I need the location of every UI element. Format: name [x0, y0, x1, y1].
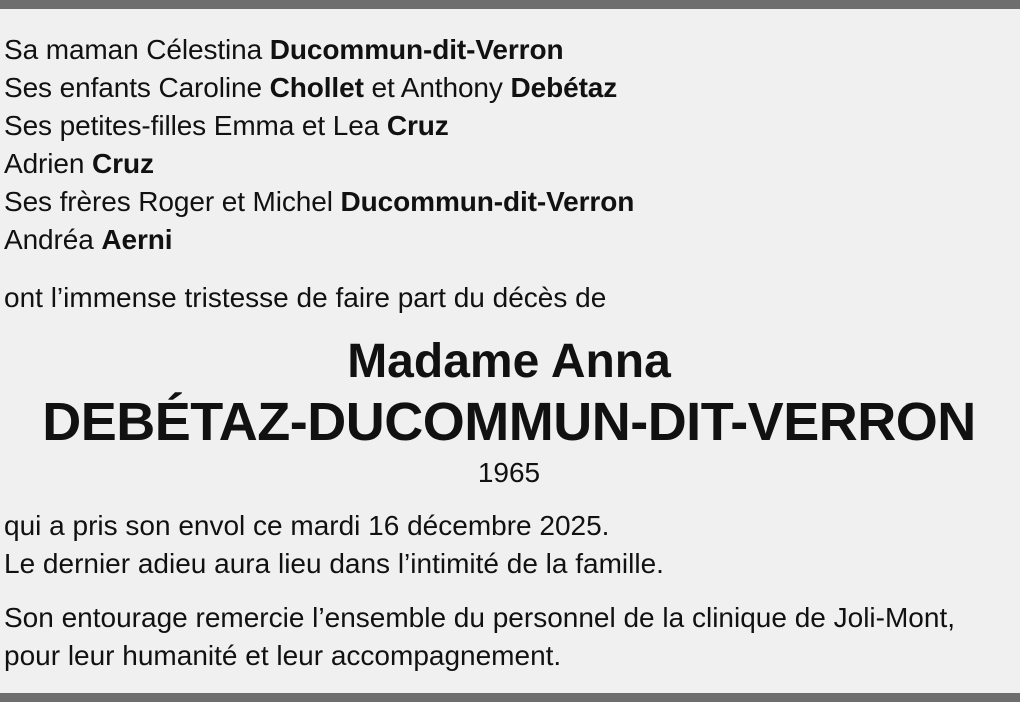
passing-line: Le dernier adieu aura lieu dans l’intimité de la famille. [4, 548, 664, 579]
family-line-name: Cruz [92, 148, 154, 179]
family-line [4, 145, 1014, 183]
family-list [4, 31, 1014, 259]
family-line-plain: Adrien [4, 148, 93, 179]
thanks-line: pour leur humanité et leur accompagnement. [4, 640, 562, 671]
passing-line: qui a pris son envol ce mardi 16 décembre 2025. [4, 510, 610, 541]
bottom-rule-divider [0, 693, 1020, 702]
family-line-plain: Ses petites-filles Emma et Lea [4, 110, 387, 141]
thanks-line: Son entourage remercie l’ensemble du personnel de la clinique de Joli-Mont, [4, 602, 956, 633]
family-line [4, 183, 1014, 221]
family-line-plain: Andréa [4, 224, 102, 255]
deceased-year: 1965 [477, 457, 541, 488]
family-line-name-2: Debétaz [510, 72, 618, 103]
announcement-text: ont l’immense tristesse de faire part du décès de [4, 282, 607, 313]
family-line-plain-2: et Anthony [363, 72, 511, 103]
deceased-block [4, 333, 1014, 491]
family-line [4, 69, 1014, 107]
family-line-plain: Ses frères Roger et Michel [4, 186, 341, 217]
family-line [4, 221, 1014, 259]
top-rule-divider [0, 0, 1020, 9]
family-line [4, 107, 1014, 145]
thanks-block [4, 599, 1014, 675]
family-line-name: Cruz [386, 110, 449, 141]
passing-block [4, 507, 1014, 583]
family-line-name: Ducommun-dit-Verron [269, 34, 564, 65]
family-line-plain: Sa maman Célestina [4, 34, 270, 65]
family-line-name: Aerni [101, 224, 173, 255]
deceased-last-name: DEBÉTAZ-DUCOMMUN-DIT-VERRON [42, 392, 976, 452]
deceased-first-name: Madame Anna [347, 335, 671, 388]
family-line-name: Chollet [269, 72, 364, 103]
notice-content [0, 9, 1020, 693]
family-line-plain: Ses enfants Caroline [4, 72, 270, 103]
family-line [4, 31, 1014, 69]
family-line-name: Ducommun-dit-Verron [340, 186, 635, 217]
